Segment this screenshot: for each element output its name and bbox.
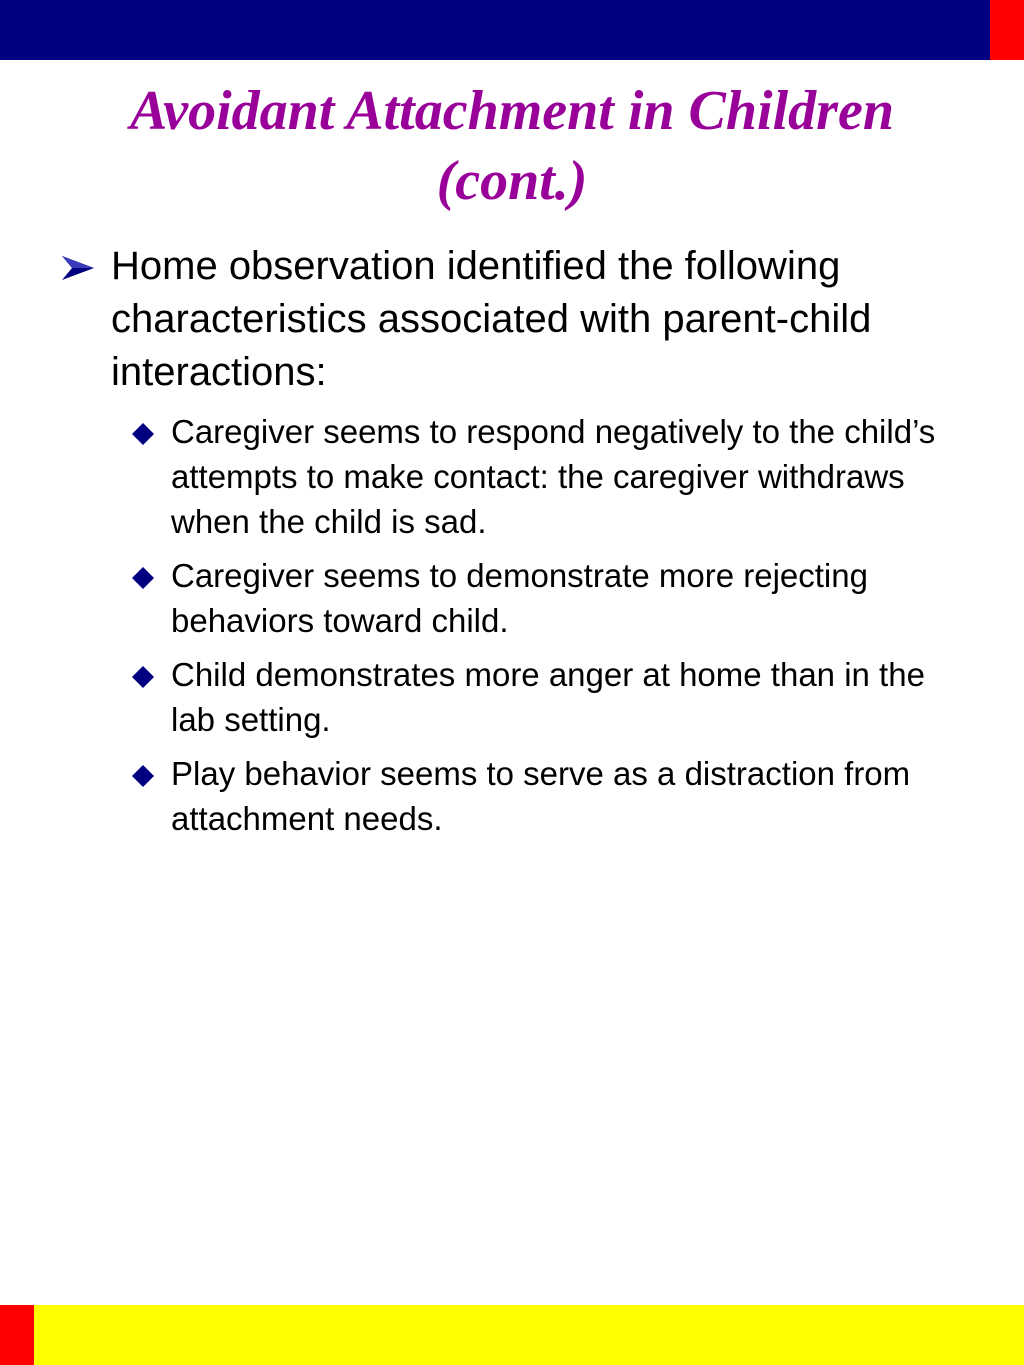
main-bullet: [60, 240, 960, 850]
sub-bullet-item: [131, 409, 960, 544]
diamond-icon: [131, 422, 155, 446]
bottom-accent-block: [0, 1305, 34, 1365]
diamond-icon: [131, 764, 155, 788]
sub-bullet-list: [60, 409, 960, 841]
bottom-banner: [34, 1305, 1024, 1365]
slide-title: [40, 76, 984, 216]
sub-bullet-item: [131, 751, 960, 841]
top-banner: [0, 0, 990, 60]
top-accent-block: [990, 0, 1024, 60]
sub-bullet-text: Caregiver seems to respond negatively to the child’s attempts to make contact: the caregiver withdraws when the child is sad.: [171, 413, 936, 540]
sub-bullet-item: [131, 652, 960, 742]
main-bullet-text: Home observation identified the following characteristics associated with parent-child interactions:: [111, 244, 872, 394]
slide-title-line-1: Avoidant Attachment in Children: [130, 80, 894, 142]
sub-bullet-text: Child demonstrates more anger at home than in the lab setting.: [171, 656, 925, 738]
sub-bullet-text: Caregiver seems to demonstrate more rejecting behaviors toward child.: [171, 557, 868, 639]
slide-title-line-2: (cont.): [436, 150, 588, 212]
diamond-icon: [131, 566, 155, 590]
diamond-icon: [131, 665, 155, 689]
arrow-right-icon: [60, 255, 96, 281]
sub-bullet-item: [131, 553, 960, 643]
sub-bullet-text: Play behavior seems to serve as a distraction from attachment needs.: [171, 755, 911, 837]
main-bullet-row: [60, 240, 960, 399]
